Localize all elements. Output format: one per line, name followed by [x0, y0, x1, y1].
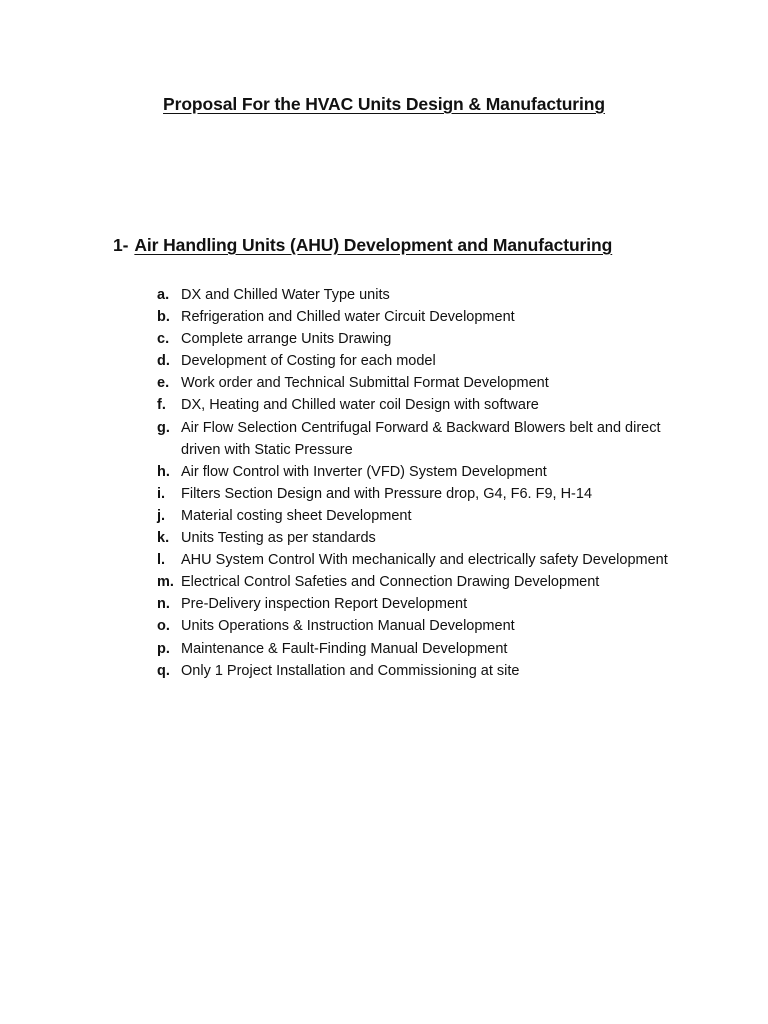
list-item-text: Pre-Delivery inspection Report Development — [181, 596, 468, 613]
list-item-letter: l. — [157, 552, 166, 569]
list-item-text: Filters Section Design and with Pressure drop, G4, F6. F9, H-14 — [181, 485, 593, 502]
list-item-letter: b. — [157, 309, 170, 326]
list-item-letter: m. — [157, 574, 174, 591]
list-item-text: Units Operations & Instruction Manual Development — [181, 618, 515, 635]
list-item-letter: h. — [157, 463, 170, 480]
list-item-letter: p. — [157, 640, 170, 657]
list-item — [157, 328, 697, 350]
list-item — [157, 350, 697, 372]
list-item — [157, 306, 697, 328]
list-item-letter: d. — [157, 353, 170, 370]
list-item-text: Electrical Control Safeties and Connection Drawing Development — [181, 574, 600, 591]
list-item-text: Only 1 Project Installation and Commissioning at site — [181, 662, 520, 679]
list-item-text: Refrigeration and Chilled water Circuit Development — [181, 309, 515, 326]
list-item — [157, 284, 697, 306]
section-number: 1- — [113, 235, 129, 255]
list-item — [157, 527, 697, 549]
list-item-text: Complete arrange Units Drawing — [181, 331, 392, 348]
list-item-letter: q. — [157, 662, 170, 679]
list-item-text: Material costing sheet Development — [181, 507, 412, 524]
list-item — [157, 505, 697, 527]
list-item-letter: a. — [157, 287, 170, 303]
list-item-letter: c. — [157, 331, 170, 348]
list-item-letter: o. — [157, 618, 170, 635]
list-item-letter: i. — [157, 485, 166, 502]
list-item-text: AHU System Control With mechanically and electrically safety Development — [181, 552, 668, 569]
list-item-text: Air flow Control with Inverter (VFD) System Development — [181, 463, 547, 480]
list-item — [157, 615, 697, 637]
section-title: Air Handling Units (AHU) Development and Manufacturing — [134, 235, 613, 255]
list-item-text: Maintenance & Fault-Finding Manual Development — [181, 640, 508, 657]
list-item — [157, 417, 697, 461]
list-item-text: Work order and Technical Submittal Format Development — [181, 375, 549, 392]
list-item-text: Development of Costing for each model — [181, 353, 436, 370]
list-item-letter: j. — [157, 507, 166, 524]
list-item — [157, 372, 697, 394]
list-item-letter: f. — [157, 397, 166, 414]
list-item-letter: k. — [157, 530, 170, 547]
list-item — [157, 394, 697, 416]
list-item — [157, 483, 697, 505]
list-item-text: DX, Heating and Chilled water coil Design with software — [181, 397, 539, 414]
list-item — [157, 638, 697, 660]
section-heading — [113, 235, 612, 256]
list-item — [157, 571, 697, 593]
list-item-text: Units Testing as per standards — [181, 530, 376, 547]
list-item-letter: n. — [157, 596, 170, 613]
list-item-letter: g. — [157, 419, 170, 436]
list-item — [157, 593, 697, 615]
document-title: Proposal For the HVAC Units Design & Manufacturing — [163, 94, 605, 114]
list-item-letter: e. — [157, 375, 170, 392]
list-item-text: DX and Chilled Water Type units — [181, 287, 390, 303]
list-item — [157, 549, 697, 571]
list-item — [157, 461, 697, 483]
list-item-text: Air Flow Selection Centrifugal Forward & Backward Blowers belt and direct driven with Static Pressure — [181, 419, 661, 458]
list-item — [157, 660, 697, 682]
item-list — [157, 284, 697, 682]
